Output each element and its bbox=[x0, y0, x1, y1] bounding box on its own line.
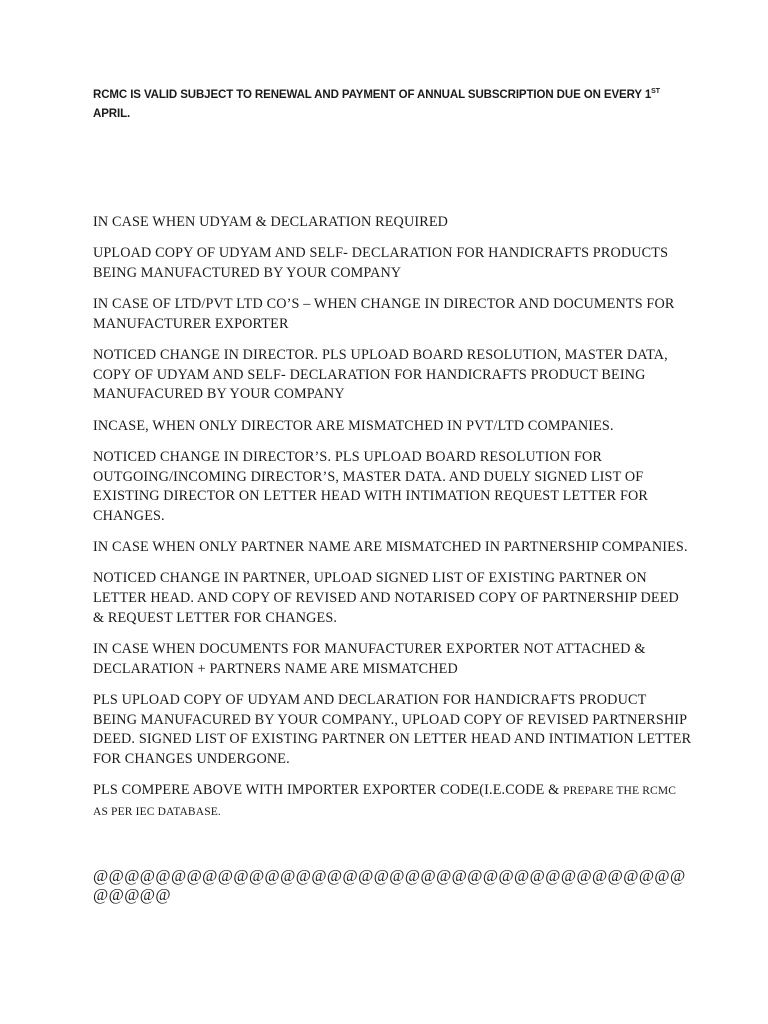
paragraph: PLS UPLOAD COPY OF UDYAM AND DECLARATION FOR HANDICRAFTS PRODUCT BEING MANUFACURED BY YOUR COMPANY., UPLOAD COPY OF REVISED PARTNERSHIP DEED. SIGNED LIST OF EXISTING PARTNER ON LETTER HEAD AND INTIMATION LETTER FOR CHANGES UNDERGONE. bbox=[93, 691, 692, 767]
notice-superscript: ST bbox=[651, 88, 660, 96]
paragraph: UPLOAD COPY OF UDYAM AND SELF- DECLARATION FOR HANDICRAFTS PRODUCTS BEING MANUFACTURED BY YOUR COMPANY bbox=[93, 245, 669, 281]
final-paragraph-main: PLS COMPERE ABOVE WITH IMPORTER EXPORTER CODE(I.E.CODE & bbox=[93, 782, 564, 799]
paragraph: NOTICED CHANGE IN DIRECTOR. PLS UPLOAD BOARD RESOLUTION, MASTER DATA, COPY OF UDYAM AND SELF- DECLARATION FOR HANDICRAFTS PRODUCT BEING MANUFACURED BY YOUR COMPANY bbox=[93, 347, 668, 403]
notice-text: RCMC IS VALID SUBJECT TO RENEWAL AND PAYMENT OF ANNUAL SUBSCRIPTION DUE ON EVERY 1 bbox=[93, 89, 652, 101]
paragraph: IN CASE WHEN DOCUMENTS FOR MANUFACTURER EXPORTER NOT ATTACHED & DECLARATION + PARTNERS NAME ARE MISMATCHED bbox=[93, 640, 646, 677]
paragraph: NOTICED CHANGE IN PARTNER, UPLOAD SIGNED LIST OF EXISTING PARTNER ON LETTER HEAD. AND COPY OF REVISED AND NOTARISED COPY OF PARTNERSHIP DEED & REQUEST LETTER FOR CHANGES. bbox=[93, 570, 679, 626]
final-paragraph bbox=[93, 781, 693, 822]
paragraph: IN CASE WHEN UDYAM & DECLARATION REQUIRED bbox=[93, 214, 449, 230]
at-symbol-separator: @@@@@@@@@@@@@@@@@@@@@@@@@@@@@@@@@@@@@@@@@@@ bbox=[93, 866, 686, 904]
document-body bbox=[93, 213, 693, 834]
paragraph: NOTICED CHANGE IN DIRECTOR’S. PLS UPLOAD BOARD RESOLUTION FOR OUTGOING/INCOMING DIRECTOR’S, MASTER DATA. AND DUELY SIGNED LIST OF EXISTING DIRECTOR ON LETTER HEAD WITH INTIMATION REQUEST LETTER FOR CHANGES. bbox=[93, 448, 649, 524]
final-paragraph-tail: PREPARE THE RCMC AS PER IEC DATABASE. bbox=[93, 785, 677, 818]
notice-text-continued: APRIL. bbox=[93, 108, 131, 120]
paragraph: IN CASE OF LTD/PVT LTD CO’S – WHEN CHANGE IN DIRECTOR AND DOCUMENTS FOR MANUFACTURER EXPORTER bbox=[93, 296, 675, 332]
validity-notice bbox=[93, 86, 693, 124]
paragraph: IN CASE WHEN ONLY PARTNER NAME ARE MISMATCHED IN PARTNERSHIP COMPANIES. bbox=[93, 539, 688, 556]
paragraph: INCASE, WHEN ONLY DIRECTOR ARE MISMATCHED IN PVT/LTD COMPANIES. bbox=[93, 417, 614, 434]
